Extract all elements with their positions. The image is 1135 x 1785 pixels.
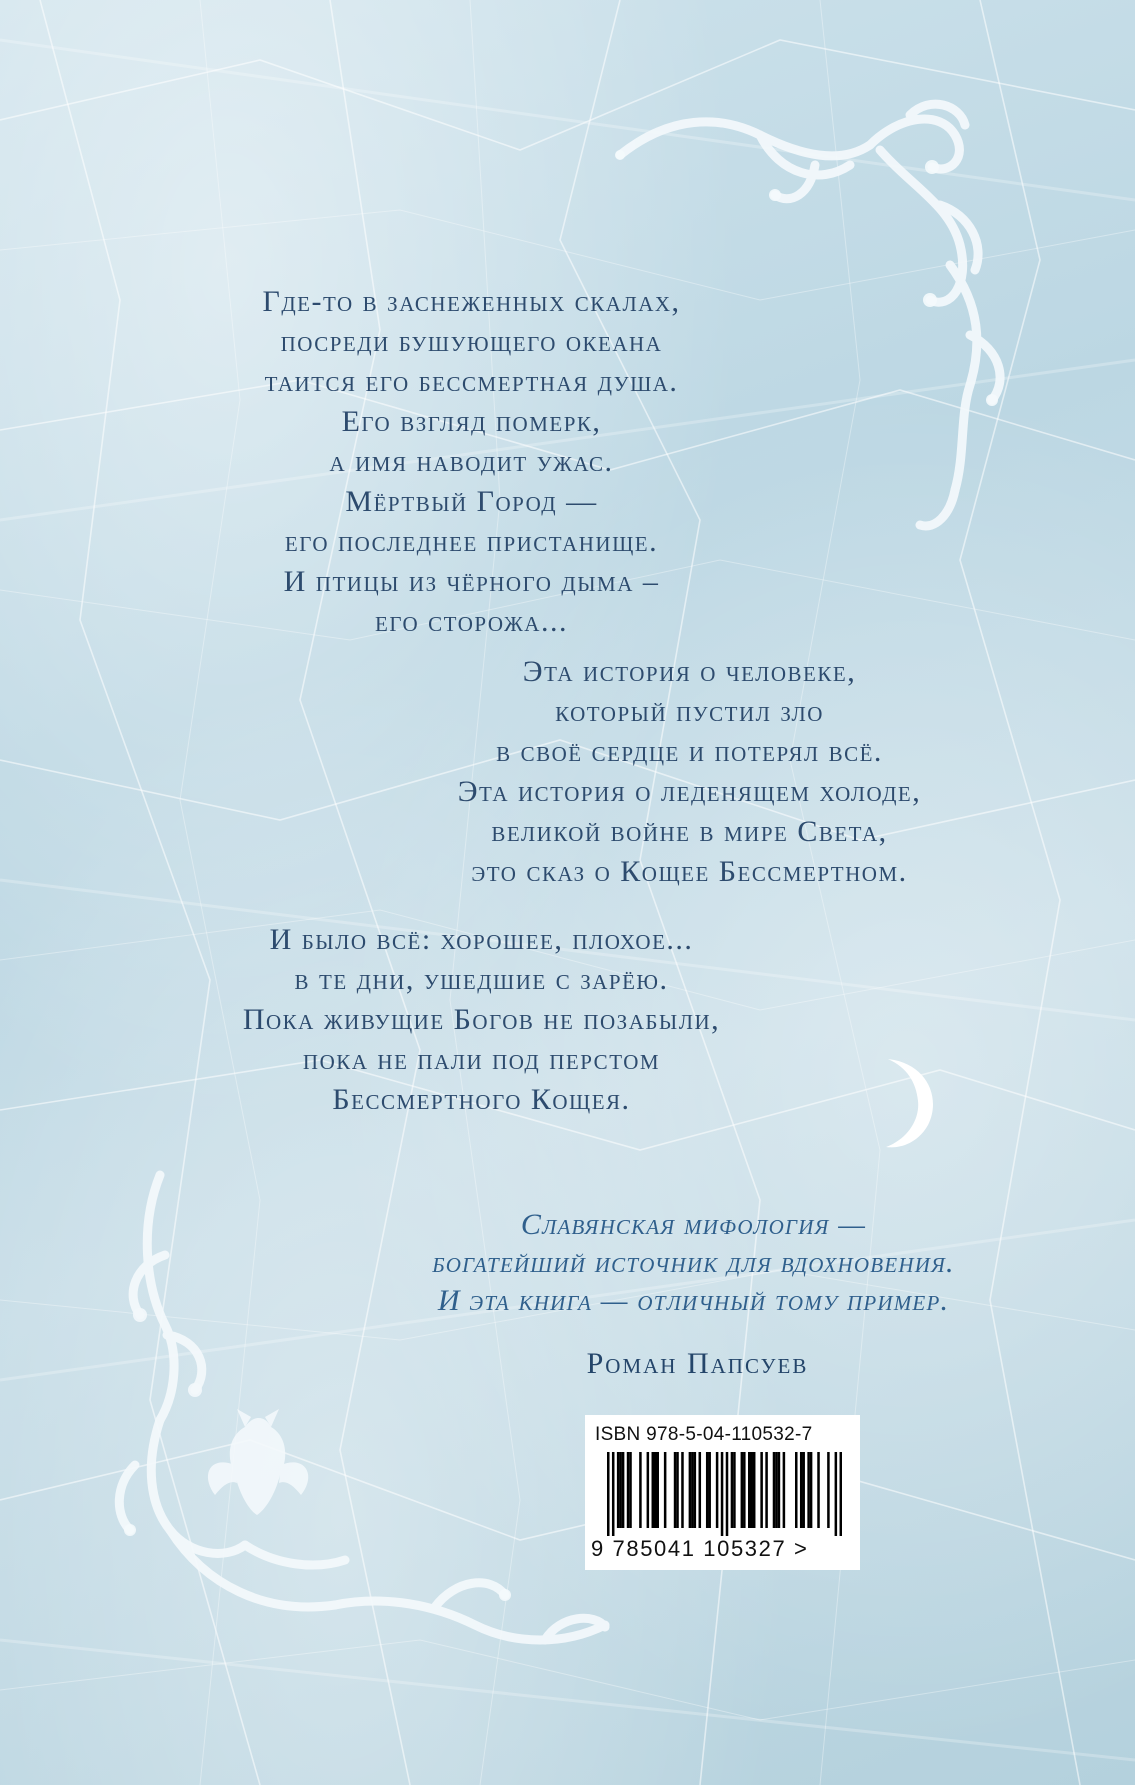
barcode-bar: [721, 1452, 724, 1536]
poem-line: который пустил зло: [555, 695, 824, 728]
barcode-bar: [726, 1452, 729, 1536]
poem-line: а имя наводит ужас.: [329, 445, 614, 478]
barcode-bar: [656, 1452, 659, 1528]
poem-line: И птицы из чёрного дыма –: [283, 565, 660, 598]
poem-line: Пока живущие Богов не позабыли,: [242, 1003, 721, 1036]
barcode-bar: [617, 1452, 620, 1528]
quote-line: Славянская мифология —: [520, 1208, 867, 1241]
poem-line: Эта история о леденящем холоде,: [457, 775, 922, 808]
barcode-bar: [699, 1452, 702, 1528]
poem-line: в своё сердце и потерял всё.: [496, 735, 883, 768]
barcode-bar: [733, 1452, 736, 1528]
barcode-bars: [607, 1452, 842, 1536]
barcode-bar: [716, 1452, 719, 1528]
barcode-bar: [810, 1452, 813, 1528]
isbn-barcode: [585, 1415, 860, 1570]
poem-line: таится его бессмертная душа.: [264, 365, 679, 398]
barcode-bar: [827, 1452, 830, 1528]
barcode-bar: [760, 1452, 763, 1528]
poem-line: Эта история о человеке,: [522, 655, 857, 688]
barcode-bar: [802, 1452, 805, 1528]
poem-line: Его взгляд померк,: [341, 405, 602, 438]
barcode-bar: [795, 1452, 798, 1528]
barcode-bar: [748, 1452, 751, 1528]
barcode-bar: [689, 1452, 692, 1528]
barcode-bar: [629, 1452, 632, 1528]
barcode-bar: [731, 1452, 734, 1528]
barcode-bar: [743, 1452, 746, 1528]
quote-line: И эта книга — отличный тому пример.: [437, 1284, 950, 1317]
barcode-bar: [619, 1452, 622, 1528]
poem-line: в те дни, ушедшие с зарёю.: [294, 963, 669, 996]
barcode-bar: [652, 1452, 655, 1528]
quote-author: Роман Папсуев: [586, 1347, 809, 1380]
quote-line: богатейший источник для вдохновения.: [432, 1246, 955, 1279]
barcode-bar: [750, 1452, 753, 1528]
barcode-bar: [676, 1452, 679, 1528]
barcode-bar: [773, 1452, 776, 1528]
poem-stanza-3: [0, 920, 1049, 1120]
barcode-bar: [647, 1452, 650, 1528]
poem-line: Мёртвый Город —: [345, 485, 598, 518]
poem-line: великой войне в мире Света,: [491, 815, 888, 848]
isbn-label: ISBN 978-5-04-110532-7: [595, 1424, 813, 1445]
barcode-bar: [674, 1452, 677, 1528]
poem-line: это сказ о Кощее Бессмертном.: [471, 855, 908, 888]
barcode-bar: [753, 1452, 756, 1528]
barcode-bar: [627, 1452, 630, 1528]
barcode-bar: [654, 1452, 657, 1528]
barcode-bar: [765, 1452, 768, 1528]
barcode-bar: [706, 1452, 709, 1528]
poem-line: И было всё: хорошее, плохое...: [269, 923, 694, 956]
poem-line: Бессмертного Кощея.: [332, 1083, 631, 1116]
barcode-bar: [681, 1452, 684, 1528]
barcode-bar: [807, 1452, 810, 1528]
barcode-bar: [708, 1452, 711, 1528]
barcode-bar: [612, 1452, 615, 1536]
barcode-bar: [639, 1452, 642, 1528]
poem-stanza-2: [122, 652, 1135, 892]
barcode-bar: [741, 1452, 744, 1528]
barcode-bar: [694, 1452, 697, 1528]
barcode-bar: [840, 1452, 842, 1536]
poem-stanza-1: [0, 282, 1039, 642]
barcode-bar: [783, 1452, 786, 1528]
barcode-bar: [800, 1452, 803, 1528]
poem-line: его последнее пристанище.: [284, 525, 659, 558]
barcode-bar: [817, 1452, 820, 1528]
barcode-bar: [835, 1452, 838, 1536]
poem-line: посреди бушующего океана: [280, 325, 663, 358]
barcode-bar: [775, 1452, 778, 1528]
barcode-bar: [691, 1452, 694, 1528]
barcode-bar: [622, 1452, 625, 1528]
barcode-bar: [607, 1452, 610, 1536]
barcode-bar: [664, 1452, 667, 1528]
review-quote: [126, 1206, 1135, 1320]
barcode-digits: 9 785041 105327 >: [591, 1536, 809, 1561]
barcode-bar: [778, 1452, 781, 1528]
poem-line: пока не пали под перстом: [302, 1043, 661, 1076]
poem-line: Где-то в заснеженных скалах,: [262, 285, 681, 318]
poem-line: его сторожа...: [375, 605, 568, 638]
